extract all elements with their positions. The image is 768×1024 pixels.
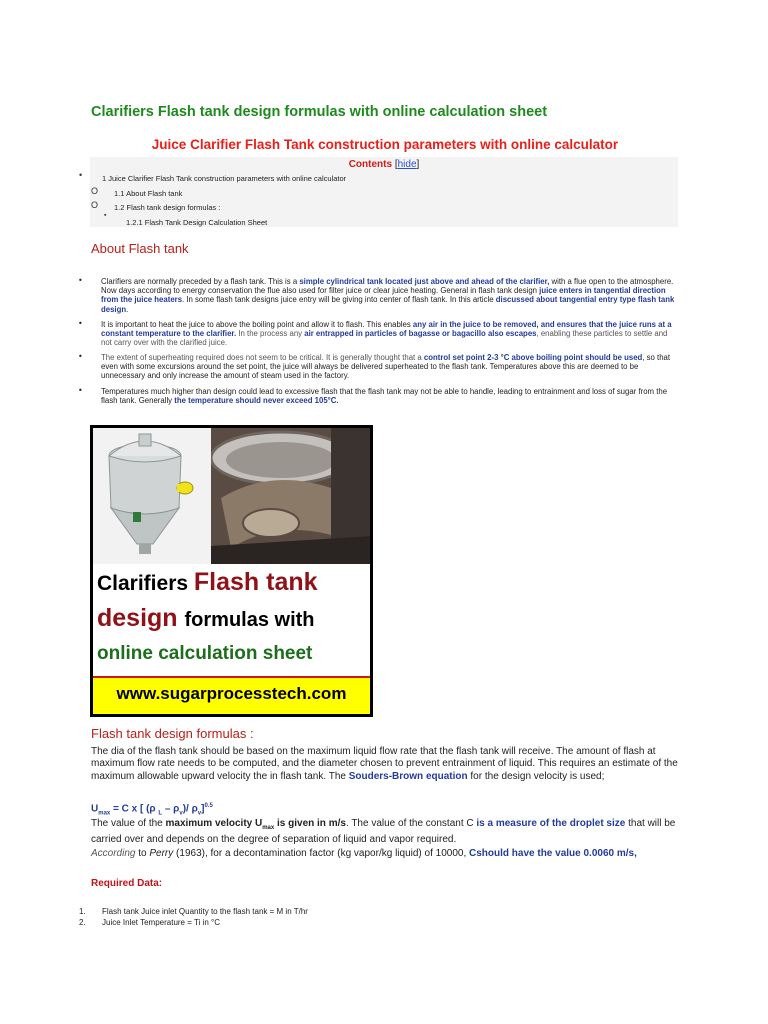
required-data-heading: Required Data: <box>91 878 163 889</box>
bullet-dot: • <box>78 276 83 285</box>
toc-heading: Contents <box>348 159 393 170</box>
formulas-intro-paragraph: The dia of the flash tank should be based on the maximum liquid flow rate that the flash tank will receive. The amount of flash at maximum flow rate needs to be computed, and the diameter chosen to prevent entrainment of liquid. This requires an estimate of the maximum allowable upward velocity the in flash tank. The Souders-Brown equation for the design velocity is used; <box>91 746 678 782</box>
banner-line-2: design formulas with <box>97 604 315 632</box>
banner-line-3: online calculation sheet <box>97 643 313 664</box>
flash-tank-photo <box>211 428 371 564</box>
banner-url: www.sugarprocesstech.com <box>116 684 347 703</box>
toc-bullet-3: O <box>91 200 99 210</box>
banner-line-1: Clarifiers Flash tank <box>97 568 318 596</box>
about-bullet-2: It is important to heat the juice to above the boiling point and allow it to flash. This enables any air in the juice to be removed, and ensures that the juice runs at a constant temperature to the clarifier. In the process any air entrapped in particles of bagasse or bagacillo also escapes, enabling these particles to settle and not carry over with the clarified juice. <box>101 320 672 348</box>
article-banner-image <box>90 425 373 717</box>
flash-tank-render <box>93 428 211 564</box>
required-list-item-2: Juice Inlet Temperature = Ti in °C <box>102 918 220 927</box>
bullet-dot: • <box>78 386 83 395</box>
toc-link-2[interactable]: 1.1 About Flash tank <box>114 189 183 198</box>
toc-link-4[interactable]: 1.2.1 Flash Tank Design Calculation Sheet <box>126 218 268 227</box>
about-bullet-4: Temperatures much higher than design could lead to excessive flash that the flash tank may not be able to handle, leading to entrainment and loss of sugar from the flash tank. Generally the temperature should never exceed 105°C. <box>101 387 668 406</box>
bullet-dot: • <box>78 352 83 361</box>
required-list-number-1: 1. <box>79 907 86 916</box>
toc-hide-link[interactable]: hide <box>397 159 417 170</box>
about-heading: About Flash tank <box>91 241 189 256</box>
required-list-number-2: 2. <box>79 918 86 927</box>
toc-bullet-4: ▪ <box>104 212 107 219</box>
about-bullet-1: Clarifiers are normally preceded by a flash tank. This is a simple cylindrical tank located just above and ahead of the clarifier, with a flue open to the atmosphere. Now days according to energy conservation the flue also used for filter juice or clear juice heating. General in flash tank design juice enters in tangential direction from the juice heaters. In some flash tank designs juice entry will be giving into center of flash tank. In this article discussed about tangential entry type flash tank design. <box>101 277 675 314</box>
toc-link-1[interactable]: 1 Juice Clarifier Flash Tank construction parameters with online calculator <box>102 174 347 183</box>
toc-header <box>90 159 678 170</box>
article-title: Clarifiers Flash tank design formulas with online calculation sheet <box>91 104 548 120</box>
souders-brown-equation: $U_{max} = C$ x [ (ρ $_L - \rho_v)/$ $\rho_v]^{0.5}$ <box>91 803 213 817</box>
about-bullet-3: The extent of superheating required does not seem to be critical. It is generally thought that a control set point 2-3 °C above boiling point should be used, so that even with some excursions around the set point, the juice will always be delivered superheated to the flash tank. Temperatures above this are deemed to be unnecessary and only increase the amount of steam used in the factory. <box>101 353 671 381</box>
required-list-item-1: Flash tank Juice inlet Quantity to the flash tank = M in T/hr <box>102 907 308 916</box>
toc-hide-bracket-close: ] <box>416 159 420 170</box>
bullet-dot: • <box>78 319 83 328</box>
max-velocity-paragraph: The value of the maximum velocity $U_{max}$ is given in m/s. The value of the constant C is a measure of the droplet size that will be carried over and depends on the degree of separation of liquid and vapor required. <box>91 818 676 846</box>
toc-bullet-1: • <box>79 170 83 180</box>
perry-paragraph: According to Perry (1963), for a decontamination factor (kg vapor/kg liquid) of 10000, Cshould have the value 0.0060 m/s, <box>91 848 637 859</box>
toc-link-3[interactable]: 1.2 Flash tank design formulas : <box>114 203 221 212</box>
section-title: Juice Clarifier Flash Tank construction parameters with online calculator <box>151 137 619 152</box>
toc-bullet-2: O <box>91 186 99 196</box>
toc-hide-bracket-open: [ <box>394 159 398 170</box>
formulas-heading: Flash tank design formulas : <box>91 726 254 741</box>
